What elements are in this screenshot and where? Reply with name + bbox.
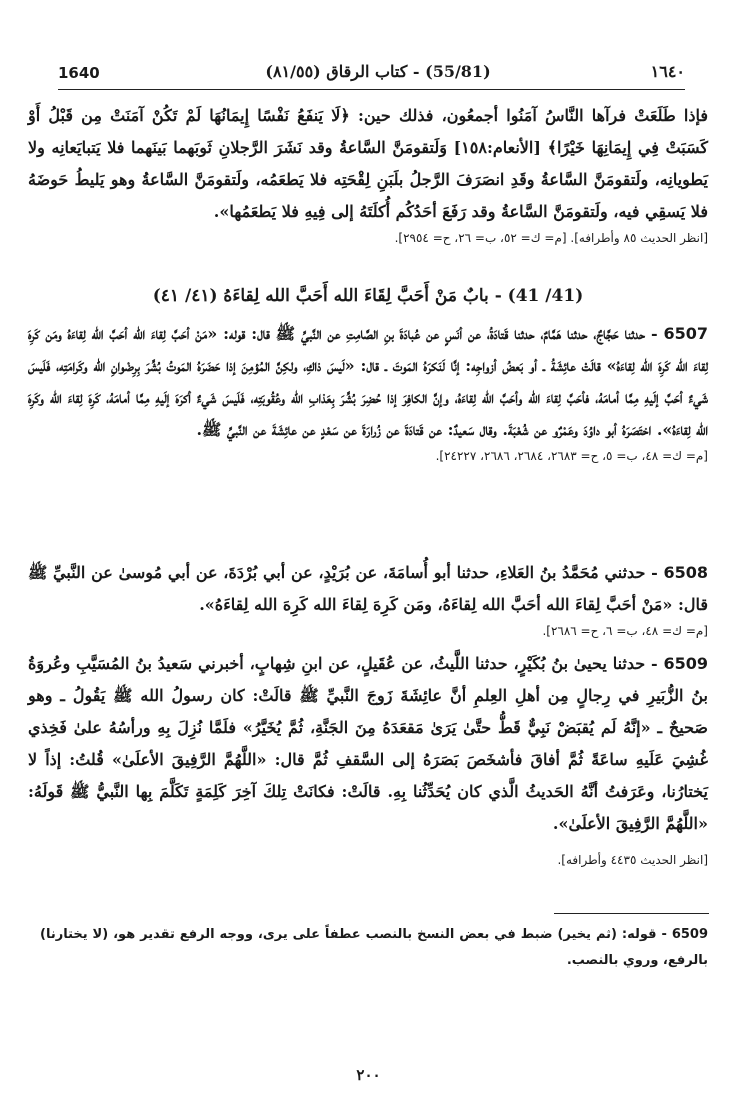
hadith-6509 <box>28 648 708 870</box>
page-header <box>58 58 685 88</box>
hadith-6509-ref: [انظر الحديث ٤٤٣٥ وأطرافه]. <box>557 853 708 867</box>
hadith-6508-number: 6508 <box>663 563 708 582</box>
hadith-6508-body: مُحَمَّدُ بنُ العَلاءِ، حدثنا أبو أُسامَةَ، عن بُرَيْدٍ، عن أبي بُرْدَةَ، عن أبي مُوسىٰ عن النَّبيِّ ﷺ قال: «مَنْ أحَبَّ لِقاءَ الله أحَبَّ الله لِقاءَهُ، ومَن كَرِهَ لِقاءَ الله كَرِهَ الله لِقاءَهُ». <box>28 563 708 614</box>
hadith-6508 <box>28 557 708 641</box>
page-number-latin: 1640 <box>58 64 100 82</box>
page-number-arabic: ١٦٤٠ <box>650 62 685 81</box>
hadith-6509-body: يحيىٰ بنُ بُكَيْرٍ، حدثنا اللَّيثُ، عن عُقَيلٍ، عن ابنِ شِهابٍ، أخبرني سَعيدُ بنُ المُسَيَّبِ وعُروَةُ بنُ الزُّبَيرِ في رِجالٍ مِن أهلِ العِلمِ أنَّ عائِشَةَ زَوجَ النَّبيِّ ﷺ قالَتْ: كان رسولُ الله ﷺ يَقُولُ ـ وهو صَحيحٌ ـ «إنَّهُ لَم يُقبَضْ نَبِيٌّ قَطُّ حتَّىٰ يَرَىٰ مَقعَدَهُ مِنَ الجَنَّةِ، ثُمَّ يُخَيَّرُ» فلَمَّا نُزِلَ بِهِ ورأسُهُ علىٰ فَخِذي غُشِيَ عَلَيهِ ساعَةً ثُمَّ أفاقَ فأشخَصَ بَصَرَهُ إلى السَّقفِ ثُمَّ قال: «اللَّهُمَّ الرَّفِيقَ الأعلَىٰ» قُلتُ: إذاً لا يَختارُنا، وعَرَفتُ أنَّهُ الحَديثُ الَّذي كان يُحَدِّثُنا بِهِ. قالَتْ: فكانَتْ تِلكَ آخِرَ كَلِمَةٍ تَكَلَّمَ بِها النَّبيُّ ﷺ قَولَهُ: «اللَّهُمَّ الرَّفِيقَ الأعلَىٰ». <box>28 654 709 833</box>
page-footer-number: ٢٠٠ <box>356 1066 381 1084</box>
hadith-6509-text <box>28 648 708 840</box>
hadith-6507 <box>28 318 708 466</box>
hadith-6507-lead: - حدثنا <box>624 324 658 343</box>
running-title: (55/81) - كتاب الرقاق (٨١/٥٥) <box>265 62 491 81</box>
hadith-6509-number: 6509 <box>663 654 709 673</box>
hadith-6508-ref: [م= ك= ٤٨، ب= ٦، ح= ٢٦٨٦]. <box>542 624 708 638</box>
hadith-6507-body: حَجَّاجٌ، حدثنا هَمَّامٌ، حدثنا قَتادَةُ، عن أنَسٍ عن عُبادَةَ بنِ الصَّامِتِ عن النَّبيِّ ﷺ قال: قوله: «مَنْ أحَبَّ لِقاءَ الله أحَبَّ الله لِقاءَهُ ومَن كَرِهَ لِقاءَ الله كَرِهَ الله لِقاءَهُ» قالَتْ عائِشَةُ ـ أو بَعضُ أزواجِه: إنَّا لَنَكرَهُ المَوتَ ـ قال: «لَيسَ ذاكِ، ولكِنَّ المُؤمِنَ إذا حَضَرَهُ المَوتُ بُشِّرَ بِرِضْوانِ الله وكَرامَتِه، فَلَيسَ شَيءٌ أحَبَّ إلَيهِ مِمَّا أمامَهُ، فأحَبَّ لِقاءَ الله وأحَبَّ الله لِقاءَهُ، وإنَّ الكافِرَ إذا حُضِرَ بُشِّرَ بِعَذابِ الله وعُقُوبَتِه، فَلَيسَ شَيءٌ أكرَهَ إلَيهِ مِمَّا أمامَهُ، كَرِهَ لِقاءَ الله وكَرِهَ الله لِقاءَهُ». اختَصَرَهُ أبو داوُدَ وعَمْرٌو عن شُعْبَةَ. وقال سَعيدٌ: عن قَتادَةَ عن زُرارَةَ عن سَعْدٍ عن عائِشَةَ عن النَّبيِّ ﷺ. <box>28 324 708 439</box>
hadith-6509-lead: - حدثنا <box>612 654 658 673</box>
continued-hadith-ref: [انظر الحديث ٨٥ وأطرافه]. [م= ك= ٥٢، ب= ٢٦، ح= ٢٩٥٤]. <box>394 231 708 245</box>
hadith-6508-lead: - حدثني <box>604 563 658 582</box>
hadith-6507-ref: [م= ك= ٤٨، ب= ٥، ح= ٢٦٨٣، ٢٦٨٤، ٢٦٨٦، ٢٤٢٢٧]. <box>435 449 708 463</box>
footnote-rule <box>554 913 709 914</box>
footnote: 6509 - قوله: (ثم يخير) ضبط في بعض النسخ بالنصب عطفاً على يرى، ووجه الرفع تقدير هو، (لا يختارنا) بالرفع، وروي بالنصب. <box>40 927 708 968</box>
hadith-6508-text <box>28 557 708 621</box>
header-rule <box>58 89 685 90</box>
continued-hadith-text: فإذا طَلَعَتْ فرآها النَّاسُ آمَنُوا أجمعُون، فذلك حين: ﴿لَا يَنفَعُ نَفْسًا إِيمَانُهَا لَمْ تَكُنْ آمَنَتْ مِن قَبْلُ أَوْ كَسَبَتْ فِي إِيمَانِهَا خَيْرًا﴾ [الأنعام:١٥٨] وَلَتقومَنَّ السَّاعةُ وقد نَشَرَ الرَّجلانِ ثَوبَهما بَينَهما فلا يَتبايَعانِه ولا يَطويانِه، ولَتقومَنَّ السَّاعةُ وقَدِ انصَرَفَ الرَّجلُ بلَبَنِ لِقْحَتِه فلا يَطعَمُه، ولَتقومَنَّ السَّاعةُ وهو يَليطُ حَوضَهُ فلا يَسقِي فيه، ولَتقومَنَّ السَّاعةُ وقد رَفَعَ أحَدُكُم أُكلَتَهُ إلى فِيهِ فلا يَطعَمُها». <box>28 106 708 221</box>
chapter-heading: (41/ 41) - بابٌ مَنْ أَحَبَّ لِقَاءَ الله أَحَبَّ الله لِقاءَهُ (٤١/ ٤١) <box>152 286 584 306</box>
hadith-6507-text <box>28 318 708 446</box>
hadith-6507-number: 6507 <box>663 324 709 343</box>
continued-hadith <box>28 100 708 248</box>
